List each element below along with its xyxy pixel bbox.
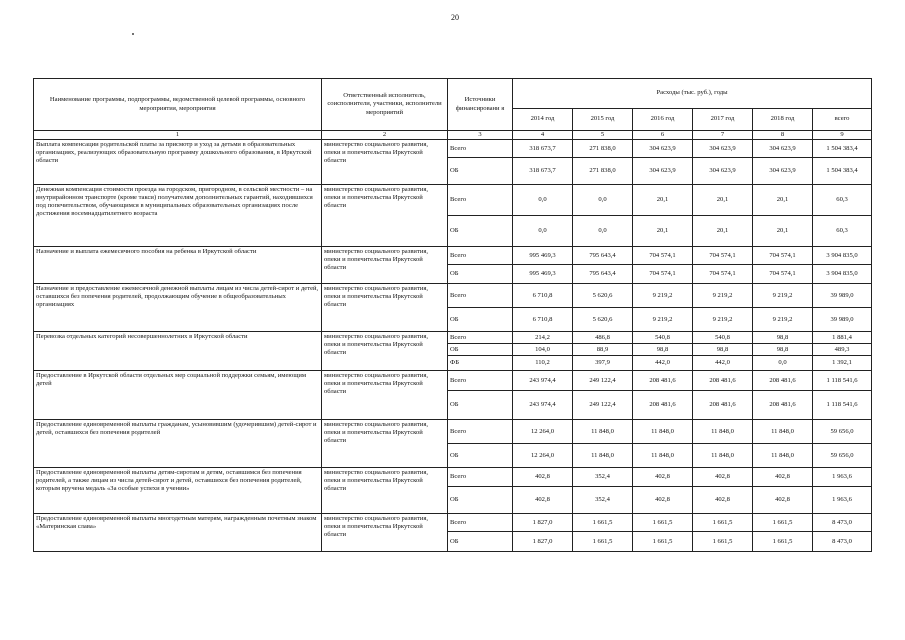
header-name: Наименование программы, подпрограммы, ведомственной целевой программы, основного мероприятия, мероприятия bbox=[34, 79, 322, 131]
amount-year: 402,8 bbox=[753, 468, 813, 487]
amount-total: 3 904 835,0 bbox=[813, 247, 872, 265]
activity-name: Назначение и выплата ежемесячного пособия на ребенка в Иркутской области bbox=[34, 247, 322, 284]
executor: министерство социального развития, опеки и попечительства Иркутской области bbox=[322, 371, 448, 420]
funding-source: Всего bbox=[448, 284, 513, 308]
amount-year: 442,0 bbox=[693, 356, 753, 371]
amount-year: 20,1 bbox=[693, 216, 753, 247]
activity-name: Назначение и предоставление ежемесячной денежной выплаты лицам из числа детей-сирот и детей, оставшихся без попечения родителей, продолжающим обучение в общеобразовательных организациях bbox=[34, 284, 322, 332]
amount-year: 704 574,1 bbox=[633, 247, 693, 265]
amount-year: 1 661,5 bbox=[693, 514, 753, 532]
amount-year: 0,0 bbox=[573, 185, 633, 216]
header-total: всего bbox=[813, 109, 872, 131]
amount-year: 98,8 bbox=[753, 332, 813, 344]
funding-source: ОБ bbox=[448, 444, 513, 468]
amount-total: 1 504 383,4 bbox=[813, 158, 872, 185]
amount-year: 208 481,6 bbox=[693, 391, 753, 420]
table-row bbox=[34, 514, 872, 532]
amount-year: 402,8 bbox=[513, 468, 573, 487]
amount-total: 1 118 541,6 bbox=[813, 371, 872, 391]
amount-year: 20,1 bbox=[633, 216, 693, 247]
amount-year: 20,1 bbox=[753, 216, 813, 247]
amount-total: 39 989,0 bbox=[813, 284, 872, 308]
table-row bbox=[34, 185, 872, 216]
amount-year: 11 848,0 bbox=[573, 444, 633, 468]
amount-year: 402,8 bbox=[693, 468, 753, 487]
amount-year: 704 574,1 bbox=[633, 265, 693, 284]
funding-source: ОБ bbox=[448, 391, 513, 420]
amount-total: 59 656,0 bbox=[813, 444, 872, 468]
amount-year: 208 481,6 bbox=[633, 371, 693, 391]
amount-total: 1 504 383,4 bbox=[813, 140, 872, 158]
amount-total: 60,3 bbox=[813, 216, 872, 247]
executor: министерство социального развития, опеки и попечительства Иркутской области bbox=[322, 332, 448, 371]
amount-year: 208 481,6 bbox=[753, 371, 813, 391]
amount-year: 402,8 bbox=[633, 468, 693, 487]
table-row bbox=[34, 332, 872, 344]
amount-year: 402,8 bbox=[513, 487, 573, 514]
funding-source: ОБ bbox=[448, 216, 513, 247]
funding-source: Всего bbox=[448, 140, 513, 158]
col-number: 3 bbox=[448, 131, 513, 140]
amount-year: 304 623,9 bbox=[753, 140, 813, 158]
amount-year: 11 848,0 bbox=[753, 420, 813, 444]
amount-year: 1 661,5 bbox=[753, 532, 813, 552]
amount-year: 214,2 bbox=[513, 332, 573, 344]
funding-source: ОБ bbox=[448, 532, 513, 552]
amount-year: 98,8 bbox=[633, 344, 693, 356]
activity-name: Предоставление в Иркутской области отдельных мер социальной поддержки семьям, имеющим детей bbox=[34, 371, 322, 420]
amount-year: 11 848,0 bbox=[693, 444, 753, 468]
amount-year: 304 623,9 bbox=[633, 140, 693, 158]
amount-year: 795 643,4 bbox=[573, 247, 633, 265]
col-number: 2 bbox=[322, 131, 448, 140]
executor: министерство социального развития, опеки и попечительства Иркутской области bbox=[322, 420, 448, 468]
amount-year: 402,8 bbox=[753, 487, 813, 514]
amount-year: 9 219,2 bbox=[693, 284, 753, 308]
amount-year: 442,0 bbox=[633, 356, 693, 371]
amount-year: 11 848,0 bbox=[693, 420, 753, 444]
executor: министерство социального развития, опеки и попечительства Иркутской области bbox=[322, 468, 448, 514]
activity-name: Выплата компенсации родительской платы за присмотр и уход за детьми в образовательных организациях, реализующих образовательную программу дошкольного образования, в Иркутской области bbox=[34, 140, 322, 185]
amount-year: 1 661,5 bbox=[573, 532, 633, 552]
header-executor: Ответственный исполнитель, соисполнители, участники, исполнители мероприятий bbox=[322, 79, 448, 131]
amount-year: 318 673,7 bbox=[513, 158, 573, 185]
amount-total: 1 881,4 bbox=[813, 332, 872, 344]
activity-name: Предоставление единовременной выплаты многодетным матерям, награжденным почетным знаком «Материнская слава» bbox=[34, 514, 322, 552]
amount-year: 271 838,0 bbox=[573, 140, 633, 158]
amount-year: 98,8 bbox=[753, 344, 813, 356]
amount-year: 304 623,9 bbox=[633, 158, 693, 185]
funding-source: Всего bbox=[448, 371, 513, 391]
col-number: 4 bbox=[513, 131, 573, 140]
activity-name: Предоставление единовременной выплаты детям-сиротам и детям, оставшимся без попечения родителей, а также лицам из числа детей-сирот и детей, оставшихся без попечения родителей, которым вручена медаль «За особые успехи в учении» bbox=[34, 468, 322, 514]
amount-year: 249 122,4 bbox=[573, 391, 633, 420]
table-row bbox=[34, 247, 872, 265]
amount-year: 1 661,5 bbox=[633, 514, 693, 532]
amount-total: 489,3 bbox=[813, 344, 872, 356]
amount-year: 402,8 bbox=[633, 487, 693, 514]
amount-year: 20,1 bbox=[753, 185, 813, 216]
amount-year: 704 574,1 bbox=[693, 265, 753, 284]
amount-year: 271 838,0 bbox=[573, 158, 633, 185]
amount-year: 704 574,1 bbox=[753, 265, 813, 284]
amount-year: 352,4 bbox=[573, 468, 633, 487]
amount-total: 60,3 bbox=[813, 185, 872, 216]
col-number: 1 bbox=[34, 131, 322, 140]
amount-year: 11 848,0 bbox=[573, 420, 633, 444]
amount-year: 1 661,5 bbox=[753, 514, 813, 532]
amount-year: 1 661,5 bbox=[573, 514, 633, 532]
amount-year: 11 848,0 bbox=[633, 444, 693, 468]
funding-source: ОБ bbox=[448, 158, 513, 185]
funding-source: ФБ bbox=[448, 356, 513, 371]
amount-year: 20,1 bbox=[693, 185, 753, 216]
amount-total: 3 904 835,0 bbox=[813, 265, 872, 284]
table-row bbox=[34, 140, 872, 158]
header-year-2018: 2018 год bbox=[753, 109, 813, 131]
amount-year: 995 469,3 bbox=[513, 265, 573, 284]
amount-year: 0,0 bbox=[513, 185, 573, 216]
col-number: 8 bbox=[753, 131, 813, 140]
amount-year: 243 974,4 bbox=[513, 371, 573, 391]
amount-year: 208 481,6 bbox=[693, 371, 753, 391]
amount-year: 0,0 bbox=[573, 216, 633, 247]
amount-year: 9 219,2 bbox=[753, 284, 813, 308]
activity-name: Денежная компенсация стоимости проезда на городском, пригородном, в сельской местности – на внутрирайонном транспорте (кроме такси) получателям дополнительных гарантий, находившихся под попечительством, обучающимся в муниципальных образовательных организациях после достижения восемнадцатилетнего возраста bbox=[34, 185, 322, 247]
funding-source: ОБ bbox=[448, 308, 513, 332]
expenses-table bbox=[33, 78, 872, 552]
amount-year: 104,0 bbox=[513, 344, 573, 356]
amount-year: 318 673,7 bbox=[513, 140, 573, 158]
executor: министерство социального развития, опеки и попечительства Иркутской области bbox=[322, 185, 448, 247]
funding-source: Всего bbox=[448, 514, 513, 532]
executor: министерство социального развития, опеки и попечительства Иркутской области bbox=[322, 140, 448, 185]
col-number: 6 bbox=[633, 131, 693, 140]
amount-total: 1 392,1 bbox=[813, 356, 872, 371]
amount-year: 540,8 bbox=[693, 332, 753, 344]
executor: министерство социального развития, опеки и попечительства Иркутской области bbox=[322, 284, 448, 332]
amount-year: 795 643,4 bbox=[573, 265, 633, 284]
amount-year: 208 481,6 bbox=[633, 391, 693, 420]
amount-year: 5 620,6 bbox=[573, 308, 633, 332]
header-expenses: Расходы (тыс. руб.), годы bbox=[513, 79, 872, 109]
table-row bbox=[34, 371, 872, 391]
amount-total: 1 963,6 bbox=[813, 487, 872, 514]
funding-source: Всего bbox=[448, 420, 513, 444]
funding-source: Всего bbox=[448, 468, 513, 487]
amount-year: 208 481,6 bbox=[753, 391, 813, 420]
amount-year: 20,1 bbox=[633, 185, 693, 216]
amount-year: 540,8 bbox=[633, 332, 693, 344]
amount-year: 11 848,0 bbox=[633, 420, 693, 444]
amount-year: 5 620,6 bbox=[573, 284, 633, 308]
table-row bbox=[34, 284, 872, 308]
table-body bbox=[34, 140, 872, 552]
amount-year: 6 710,8 bbox=[513, 284, 573, 308]
header-source: Источники финансировани я bbox=[448, 79, 513, 131]
amount-year: 9 219,2 bbox=[633, 284, 693, 308]
amount-year: 1 661,5 bbox=[693, 532, 753, 552]
amount-year: 397,9 bbox=[573, 356, 633, 371]
amount-total: 1 118 541,6 bbox=[813, 391, 872, 420]
amount-year: 402,8 bbox=[693, 487, 753, 514]
executor: министерство социального развития, опеки и попечительства Иркутской области bbox=[322, 247, 448, 284]
amount-year: 995 469,3 bbox=[513, 247, 573, 265]
amount-year: 12 264,0 bbox=[513, 420, 573, 444]
funding-source: ОБ bbox=[448, 265, 513, 284]
amount-total: 8 473,0 bbox=[813, 532, 872, 552]
amount-total: 59 656,0 bbox=[813, 420, 872, 444]
amount-year: 12 264,0 bbox=[513, 444, 573, 468]
amount-year: 6 710,8 bbox=[513, 308, 573, 332]
header-year-2015: 2015 год bbox=[573, 109, 633, 131]
funding-source: ОБ bbox=[448, 487, 513, 514]
amount-year: 110,2 bbox=[513, 356, 573, 371]
amount-year: 11 848,0 bbox=[753, 444, 813, 468]
amount-year: 9 219,2 bbox=[633, 308, 693, 332]
amount-year: 704 574,1 bbox=[693, 247, 753, 265]
amount-year: 704 574,1 bbox=[753, 247, 813, 265]
amount-year: 1 827,0 bbox=[513, 514, 573, 532]
funding-source: Всего bbox=[448, 247, 513, 265]
executor: министерство социального развития, опеки и попечительства Иркутской области bbox=[322, 514, 448, 552]
header-year-2014: 2014 год bbox=[513, 109, 573, 131]
amount-year: 98,8 bbox=[693, 344, 753, 356]
page-number: 20 bbox=[451, 13, 459, 22]
table-row bbox=[34, 468, 872, 487]
header-year-2017: 2017 год bbox=[693, 109, 753, 131]
funding-source: ОБ bbox=[448, 344, 513, 356]
table-row bbox=[34, 420, 872, 444]
activity-name: Перевозка отдельных категорий несовершеннолетних в Иркутской области bbox=[34, 332, 322, 371]
activity-name: Предоставление единовременной выплаты гражданам, усыновившим (удочерившим) детей-сирот и детей, оставшихся без попечения родителей bbox=[34, 420, 322, 468]
amount-year: 304 623,9 bbox=[693, 158, 753, 185]
amount-year: 9 219,2 bbox=[753, 308, 813, 332]
amount-year: 352,4 bbox=[573, 487, 633, 514]
amount-year: 304 623,9 bbox=[753, 158, 813, 185]
amount-total: 8 473,0 bbox=[813, 514, 872, 532]
amount-year: 0,0 bbox=[513, 216, 573, 247]
col-number: 9 bbox=[813, 131, 872, 140]
scan-speck bbox=[132, 33, 134, 35]
amount-year: 243 974,4 bbox=[513, 391, 573, 420]
amount-total: 39 989,0 bbox=[813, 308, 872, 332]
amount-year: 0,0 bbox=[753, 356, 813, 371]
col-number: 5 bbox=[573, 131, 633, 140]
funding-source: Всего bbox=[448, 332, 513, 344]
amount-year: 88,9 bbox=[573, 344, 633, 356]
col-number: 7 bbox=[693, 131, 753, 140]
amount-year: 249 122,4 bbox=[573, 371, 633, 391]
amount-year: 9 219,2 bbox=[693, 308, 753, 332]
header-year-2016: 2016 год bbox=[633, 109, 693, 131]
amount-year: 304 623,9 bbox=[693, 140, 753, 158]
amount-year: 1 661,5 bbox=[633, 532, 693, 552]
amount-year: 486,8 bbox=[573, 332, 633, 344]
funding-source: Всего bbox=[448, 185, 513, 216]
amount-year: 1 827,0 bbox=[513, 532, 573, 552]
amount-total: 1 963,6 bbox=[813, 468, 872, 487]
